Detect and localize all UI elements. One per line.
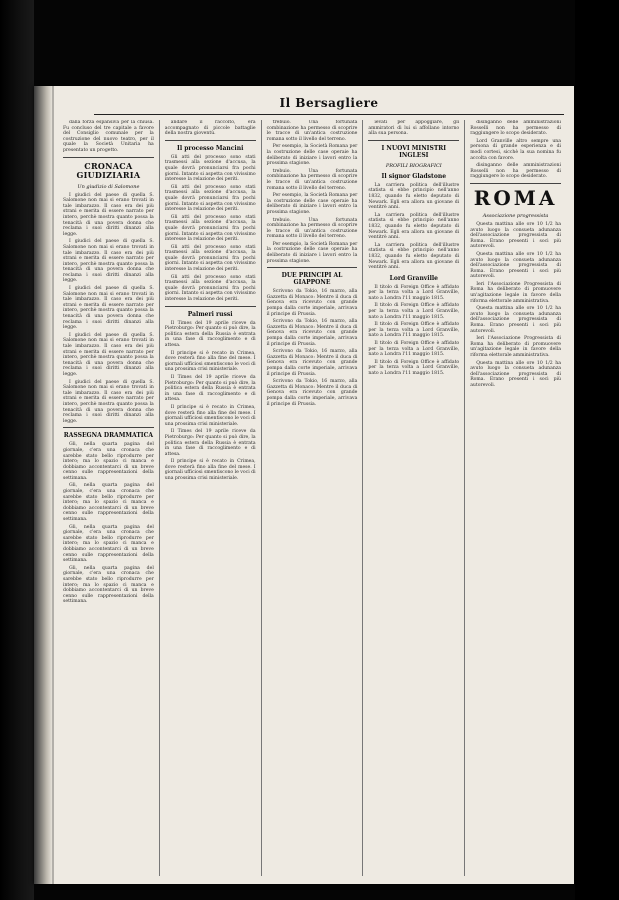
article-body: Scrivono da Tokio, 16 marzo, alla Gazzetta di Monaco: Mentre il duca di Genova era ricevuto con grande pompa dalla corte imperiale, arrivava il principe di Prussia. [266, 289, 358, 317]
article-body: I giudici del paese di quella S. Salomone non mai si erano trovati in tale imbarazzo. Il caso era dei più strani e merita di essere narrato per intero, perchè mostra quanto possa la tenacità di una povera donna che reclama i suoi diritti dinanzi alla legge. [63, 239, 154, 284]
article-body: disinganno delle amministrazioni Rosselli non ha permesso di raggiungere lo scopo desiderato. [470, 163, 561, 180]
subheadline-associazione: Associazione progressista [482, 212, 549, 219]
column-5 [465, 120, 566, 876]
article-body: Il Times del 19 aprile riceve da Pietroburgo: Per quanto si può dire, la politica estera della Russia è entrata in una fase di raccoglimento e di attesa. [164, 320, 256, 348]
article-body: Scrivono da Tokio, 16 marzo, alla Gazzetta di Monaco: Mentre il duca di Genova era ricevuto con grande pompa dalla corte imperiale, arrivava il principe di Prussia. [266, 319, 358, 347]
newspaper-page [34, 86, 574, 884]
divider [470, 183, 561, 184]
article-body: Per esempio, la Società Romana per la costruzione delle case operaie ha deliberato di iniziare i lavori entro la prossima stagione. [266, 241, 358, 264]
article-body: Gli, nella quarta pagina del giornale, c'era una cronaca che sarebbe stato bello riprodurre per intero; ma lo spazio ci manca e dobbiamo accontentarci di un breve cenno sulle rappresentazioni della settimana. [63, 442, 154, 481]
article-body: Questa mattina alle ore 10 1/2 ha avuto luogo la consueta adunanza dell'associazione progressista di Roma. Erano presenti i soci più autorevoli. [470, 306, 561, 334]
newspaper-title: Il Bersagliere [279, 96, 379, 110]
column-2 [160, 120, 262, 876]
article-body: La carriera politica dell'illustre statista si ebbe principio nell'anno 1832, quando fu eletto deputato di Newark. Egli era allora un giovane di ventitrè anni. [368, 212, 460, 241]
article-body: Scrivono da Tokio, 16 marzo, alla Gazzetta di Monaco: Mentre il duca di Genova era ricevuto con grande pompa dalla corte imperiale, arrivava il principe di Prussia. [266, 379, 358, 407]
article-body: Lord Granville altro sempre una persona di grande esperienza e di modi cortesi, sicchè la sua nomina fu accolta con favore. [470, 138, 561, 161]
column-3 [262, 120, 364, 876]
headline-gladstone: Il signor Gladstone [381, 172, 447, 180]
headline-due-principi: DUE PRINCIPI AL GIAPPONE [281, 272, 343, 287]
page-fold [52, 86, 54, 884]
divider [63, 157, 154, 158]
article-body: Il titolo di Foreign Office è affidato per la terza volta a Lord Granville, nato a Londra l'11 maggio 1815. [368, 341, 460, 358]
headline-nuovi-ministri: I NUOVI MINISTRI INGLESI [381, 144, 447, 159]
subheadline-giudizio: Un giudizio di Salomone [77, 183, 140, 190]
article-body: I giudici del paese di quella S. Salomone non mai si erano trovati in tale imbarazzo. Il caso era dei più strani e merita di essere narrato per intero, perchè mostra quanto possa la tenacità di una povera donna che reclama i suoi diritti dinanzi alla legge. [63, 286, 154, 331]
subheadline-profili: PROFILI BIOGRAFICI [385, 162, 442, 169]
article-body: Per esempio, la Società Romana per la costruzione delle case operaie ha deliberato di iniziare i lavori entro la prossima stagione. [266, 144, 358, 167]
article-body: Il titolo di Foreign Office è affidato per la terza volta a Lord Granville, nato a Londra l'11 maggio 1815. [368, 322, 460, 339]
article-body: Il titolo di Foreign Office è affidato per la terza volta a Lord Granville, nato a Londra l'11 maggio 1815. [368, 303, 460, 320]
column-1-intro: dalla forza espansiva per la chiusa. Fu concluso del tre capitale a favore del Consiglio comunale per la costruzione del nuovo teatro, per il quale la Società Unitaria ha presentato un progetto. [63, 120, 154, 153]
article-body: Gli, nella quarta pagina del giornale, c'era una cronaca che sarebbe stato bello riprodurre per intero; ma lo spazio ci manca e dobbiamo accontentarci di un breve cenno sulle rappresentazioni della settimana. [63, 565, 154, 605]
article-body: Ieri l'Associazione Progressista di Roma ha deliberato di promuovere un'agitazione legale in favore della riforma elettorale amministrativa. [470, 281, 561, 304]
article-body: Gli atti del processo sono stati trasmessi alla sezione d'accusa, la quale dovrà pronunciarsi fra pochi giorni. Intanto si aspetta con vivissimo interesse la relazione dei periti. [164, 214, 256, 243]
article-body: Scrivono da Tokio, 16 marzo, alla Gazzetta di Monaco: Mentre il duca di Genova era ricevuto con grande pompa dalla corte imperiale, arrivava il principe di Prussia. [266, 349, 358, 377]
headline-processo-mancini: Il processo Mancini [177, 144, 244, 152]
headline-granville: Lord Granville [389, 274, 438, 282]
divider [165, 140, 256, 141]
divider [165, 306, 256, 307]
article-body: I giudici del paese di quella S. Salomone non mai si erano trovati in tale imbarazzo. Il caso era dei più strani e merita di essere narrato per intero, perchè mostra quanto possa la tenacità di una povera donna che reclama i suoi diritti dinanzi alla legge. [63, 379, 154, 424]
article-body: Il Times del 19 aprile riceve da Pietroburgo: Per quanto si può dire, la politica estera della Russia è entrata in una fase di raccoglimento e di attesa. [164, 429, 256, 457]
column-grid [58, 120, 566, 876]
headline-roma: ROMA [473, 185, 558, 210]
headline-rassegna-drammatica: RASSEGNA DRAMMATICA [63, 432, 154, 440]
article-body: Il titolo di Foreign Office è affidato per la terza volta a Lord Granville, nato a Londra l'11 maggio 1815. [368, 359, 460, 376]
divider [368, 140, 459, 141]
article-body: I giudici del paese di quella S. Salomone non mai si erano trovati in tale imbarazzo. Il caso era dei più strani e merita di essere narrato per intero, perchè mostra quanto possa la tenacità di una povera donna che reclama i suoi diritti dinanzi alla legge. [63, 332, 154, 377]
column-5-intro: disinganno delle amministrazioni Rosselli non ha permesso di raggiungere lo scopo desiderato. [470, 120, 561, 137]
article-body: Il titolo di Foreign Office è affidato per la terza volta a Lord Granville, nato a Londra l'11 maggio 1815. [368, 284, 460, 301]
column-4 [363, 120, 465, 876]
column-3-intro: trebuio. Una fortunata combinazione ha permesso di scoprire le tracce di un'antica costruzione romana sotto il livello del terreno. [266, 120, 358, 142]
masthead [94, 92, 564, 115]
divider [267, 267, 358, 268]
article-body: Gli atti del processo sono stati trasmessi alla sezione d'accusa, la quale dovrà pronunciarsi fra pochi giorni. Intanto si aspetta con vivissimo interesse la relazione dei periti. [164, 274, 256, 303]
article-body: Questa mattina alle ore 10 1/2 ha avuto luogo la consueta adunanza dell'associazione progressista di Roma. Erano presenti i soci più autorevoli. [470, 360, 561, 388]
article-body: Il principe si è recato in Crimea, dove resterà fino alla fine del mese. I giornali ufficiosi smentiscono le voci di una prossima crisi ministeriale. [164, 404, 256, 427]
article-body: Gli atti del processo sono stati trasmessi alla sezione d'accusa, la quale dovrà pronunciarsi fra pochi giorni. Intanto si aspetta con vivissimo interesse la relazione dei periti. [164, 154, 256, 183]
divider [63, 427, 154, 428]
article-body: trebuio. Una fortunata combinazione ha permesso di scoprire le tracce di un'antica costruzione romana sotto il livello del terreno. [266, 217, 358, 240]
article-body: La carriera politica dell'illustre statista si ebbe principio nell'anno 1832, quando fu eletto deputato di Newark. Egli era allora un giovane di ventitrè anni. [368, 182, 460, 211]
column-2-intro: andare il raccolto, era accompagnato di piccole battaglie della nostra gioventù. [164, 120, 256, 137]
article-body: Il Times del 19 aprile riceve da Pietroburgo: Per quanto si può dire, la politica estera della Russia è entrata in una fase di raccoglimento e di attesa. [164, 374, 256, 403]
film-edge-right [575, 0, 619, 900]
article-body: Gli atti del processo sono stati trasmessi alla sezione d'accusa, la quale dovrà pronunciarsi fra pochi giorni. Intanto si aspetta con vivissimo interesse la relazione dei periti. [164, 184, 256, 213]
headline-palmeri-russi: Palmeri russi [187, 310, 233, 318]
column-4-intro: ievati per appoggiare, gli ammiratori di lui si affollano intorno alla sua persona. [368, 120, 460, 137]
article-body: Per esempio, la Società Romana per la costruzione delle case operaie ha deliberato di iniziare i lavori entro la prossima stagione. [266, 193, 358, 215]
article-body: Gli, nella quarta pagina del giornale, c'era una cronaca che sarebbe stato bello riprodurre per intero; ma lo spazio ci manca e dobbiamo accontentarci di un breve cenno sulle rappresentazioni della settimana. [63, 524, 154, 564]
article-body: Questa mattina alle ore 10 1/2 ha avuto luogo la consueta adunanza dell'associazione progressista di Roma. Erano presenti i soci più autorevoli. [470, 221, 561, 250]
article-body: Il principe si è recato in Crimea, dove resterà fino alla fine del mese. I giornali ufficiosi smentiscono le voci di una prossima crisi ministeriale. [164, 459, 256, 482]
article-body: trebuio. Una fortunata combinazione ha permesso di scoprire le tracce di un'antica costruzione romana sotto il livello del terreno. [266, 168, 358, 191]
article-body: I giudici del paese di quella S. Salomone non mai si erano trovati in tale imbarazzo. Il caso era dei più strani e merita di essere narrato per intero, perchè mostra quanto possa la tenacità di una povera donna che reclama i suoi diritti dinanzi alla legge. [63, 192, 154, 237]
article-body: Ieri l'Associazione Progressista di Roma ha deliberato di promuovere un'agitazione legale in favore della riforma elettorale amministrativa. [470, 336, 561, 358]
article-body: Gli, nella quarta pagina del giornale, c'era una cronaca che sarebbe stato bello riprodurre per intero; ma lo spazio ci manca e dobbiamo accontentarci di un breve cenno sulle rappresentazioni della settimana. [63, 483, 154, 523]
article-body: Il principe si è recato in Crimea, dove resterà fino alla fine del mese. I giornali ufficiosi smentiscono le voci di una prossima crisi ministeriale. [164, 350, 256, 373]
article-body: Gli atti del processo sono stati trasmessi alla sezione d'accusa, la quale dovrà pronunciarsi fra pochi giorni. Intanto si aspetta con vivissimo interesse la relazione dei periti. [164, 244, 256, 273]
column-1 [58, 120, 160, 876]
headline-cronaca-giudiziaria: CRONACA GIUDIZIARIA [76, 160, 141, 180]
film-edge-left [0, 0, 34, 900]
article-body: La carriera politica dell'illustre statista si ebbe principio nell'anno 1832, quando fu eletto deputato di Newark. Egli era allora un giovane di ventitrè anni. [368, 242, 460, 271]
article-body: Questa mattina alle ore 10 1/2 ha avuto luogo la consueta adunanza dell'associazione progressista di Roma. Erano presenti i soci più autorevoli. [470, 251, 561, 280]
